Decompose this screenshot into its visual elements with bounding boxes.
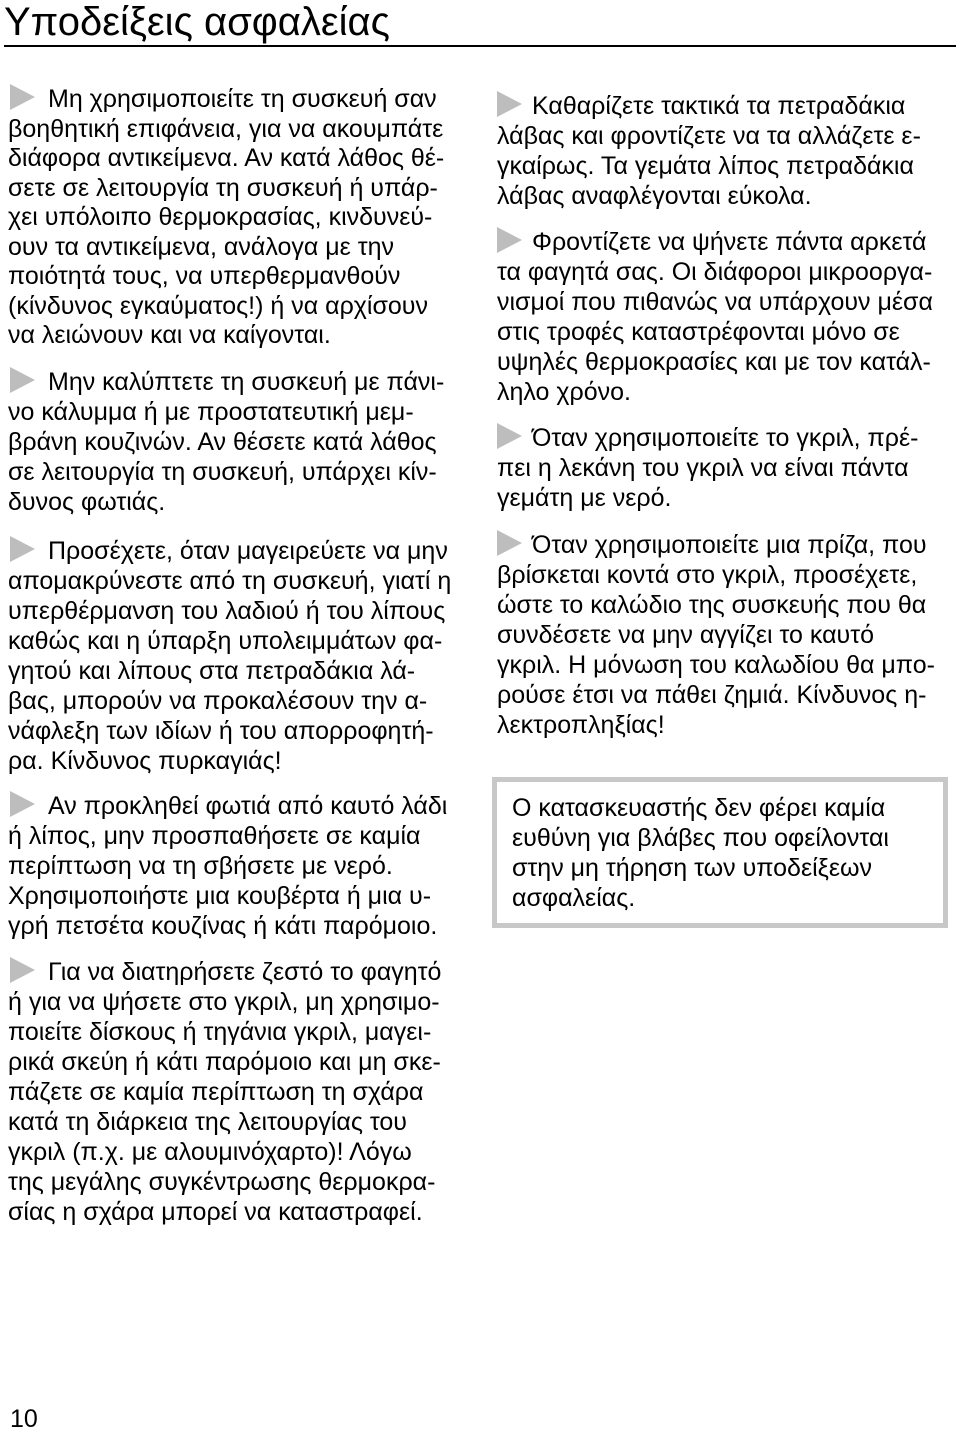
text-line: διάφορα αντικείμενα. Αν κατά λάθος θέ-	[8, 144, 445, 172]
text-line: απομακρύνεστε από τη συσκευή, γιατί η	[8, 567, 452, 595]
text-line: της μεγάλης συγκέντρωσης θερμοκρα-	[8, 1168, 436, 1196]
text-line: στις τροφές καταστρέφονται μόνο σε	[497, 318, 900, 346]
safety-instruction	[497, 227, 949, 407]
manufacturer-notice-box	[492, 777, 948, 928]
text-line: νο κάλυμμα ή με προστατευτική μεμ-	[8, 398, 414, 426]
text-line: λάβας και φροντίζετε να τα αλλάζετε ε-	[497, 122, 921, 150]
text-line-content: Φροντίζετε να ψήνετε πάντα αρκετά	[532, 228, 927, 256]
safety-instruction	[8, 957, 460, 1227]
triangle-bullet-icon	[497, 227, 522, 253]
triangle-bullet-icon	[10, 957, 35, 983]
text-line: πει η λεκάνη του γκριλ να είναι πάντα	[497, 454, 909, 482]
text-line: υψηλές θερμοκρασίες και με τον κατάλ-	[497, 348, 931, 376]
text-line: ευθύνη για βλάβες που οφείλονται	[512, 824, 889, 852]
triangle-bullet-icon	[10, 791, 35, 817]
text-line: γεμάτη με νερό.	[497, 484, 672, 512]
text-line: ή λίπος, μην προσπαθήσετε σε καμία	[8, 822, 421, 850]
text-line: χει υπόλοιπο θερμοκρασίας, κινδυνεύ-	[8, 203, 433, 231]
text-line-content: Όταν χρησιμοποιείτε το γκριλ, πρέ-	[532, 424, 919, 452]
text-line: ρούσε έτσι να πάθει ζημιά. Κίνδυνος η-	[497, 681, 927, 709]
text-line: συνδέσετε να μην αγγίζει το καυτό	[497, 621, 875, 649]
text-line: ληλο χρόνο.	[497, 378, 631, 406]
text-line: λεκτροπληξίας!	[497, 711, 665, 739]
text-line: ρα. Κίνδυνος πυρκαγιάς!	[8, 747, 282, 775]
triangle-bullet-icon	[497, 423, 522, 449]
triangle-bullet-icon	[497, 530, 522, 556]
text-line: λάβας αναφλέγονται εύκολα.	[497, 182, 812, 210]
safety-instruction	[8, 85, 460, 351]
text-line: τα φαγητά σας. Οι διάφοροι μικροοργα-	[497, 258, 933, 286]
page-title: Υποδείξεις ασφαλείας	[4, 0, 390, 44]
triangle-bullet-icon	[10, 536, 35, 562]
triangle-bullet-icon	[10, 367, 35, 393]
text-line: σε λειτουργία τη συσκευή, υπάρχει κίν-	[8, 458, 437, 486]
text-line: βρίσκεται κοντά στο γκριλ, προσέχετε,	[497, 561, 918, 589]
text-line-content: Για να διατηρήσετε ζεστό το φαγητό	[48, 958, 442, 986]
text-line: δυνος φωτιάς.	[8, 488, 166, 516]
safety-instruction	[8, 536, 460, 776]
text-line	[497, 423, 949, 453]
text-line: ποιότητά τους, να υπερθερμανθούν	[8, 262, 401, 290]
text-line: νάφλεξη των ιδίων ή του απορροφητή-	[8, 717, 434, 745]
text-line	[497, 227, 949, 257]
text-line: Ο κατασκευαστής δεν φέρει καμία	[512, 794, 886, 822]
title-divider	[4, 45, 956, 47]
text-line	[8, 957, 460, 987]
text-line: ασφαλείας.	[512, 884, 636, 912]
text-line: ή για να ψήσετε στο γκριλ, μη χρησιμο-	[8, 988, 440, 1016]
text-line: κατά τη διάρκεια της λειτουργίας του	[8, 1108, 407, 1136]
triangle-bullet-icon	[497, 91, 522, 117]
text-line: ώστε το καλώδιο της συσκευής που θα	[497, 591, 927, 619]
text-line-content: Μη χρησιμοποιείτε τη συσκευή σαν	[48, 85, 437, 113]
text-line-content: Όταν χρησιμοποιείτε μια πρίζα, που	[532, 531, 927, 559]
safety-instruction	[497, 423, 949, 513]
text-line: γκαίρως. Τα γεμάτα λίπος πετραδάκια	[497, 152, 914, 180]
text-line: γκριλ. Η μόνωση του καλωδίου θα μπο-	[497, 651, 935, 679]
text-line: να λειώνουν και να καίγονται.	[8, 321, 331, 349]
text-line: νισμοί που πιθανώς να υπάρχουν μέσα	[497, 288, 933, 316]
text-line-content: Αν προκληθεί φωτιά από καυτό λάδι	[48, 792, 448, 820]
text-line: γρή πετσέτα κουζίνας ή κάτι παρόμοιο.	[8, 912, 438, 940]
text-line: σίας η σχάρα μπορεί να καταστραφεί.	[8, 1198, 423, 1226]
text-line-content: Προσέχετε, όταν μαγειρεύετε να μην	[48, 537, 448, 565]
text-line	[8, 791, 460, 821]
text-line: στην μη τήρηση των υποδείξεων	[512, 854, 873, 882]
text-line	[8, 536, 460, 566]
text-line	[8, 85, 460, 115]
text-line: γκριλ (π.χ. με αλουμινόχαρτο)! Λόγω	[8, 1138, 412, 1166]
text-line: ποιείτε δίσκους ή τηγάνια γκριλ, μαγει-	[8, 1018, 432, 1046]
text-line: καθώς και η ύπαρξη υπολειμμάτων φα-	[8, 627, 443, 655]
text-line	[497, 91, 949, 121]
text-line: ουν τα αντικείμενα, ανάλογα με την	[8, 232, 395, 261]
text-line	[497, 530, 949, 560]
triangle-bullet-icon	[10, 84, 35, 110]
safety-instruction	[497, 91, 949, 211]
page-number: 10	[10, 1405, 38, 1433]
safety-instruction	[8, 791, 460, 941]
text-line-content: Καθαρίζετε τακτικά τα πετραδάκια	[532, 92, 906, 120]
text-line: πάζετε σε καμία περίπτωση τη σχάρα	[8, 1078, 424, 1106]
text-line: βοηθητική επιφάνεια, για να ακουμπάτε	[8, 114, 444, 143]
text-line: περίπτωση να τη σβήσετε με νερό.	[8, 852, 393, 880]
text-line: (κίνδυνος εγκαύματος!) ή να αρχίσουν	[8, 291, 428, 320]
text-line: υπερθέρμανση του λαδιού ή του λίπους	[8, 597, 446, 625]
text-line-content: Μην καλύπτετε τη συσκευή με πάνι-	[48, 368, 445, 396]
text-line: βράνη κουζινών. Αν θέσετε κατά λάθος	[8, 428, 437, 456]
text-line: σετε σε λειτουργία τη συσκευή ή υπάρ-	[8, 173, 438, 202]
text-line: ρικά σκεύη ή κάτι παρόμοιο και μη σκε-	[8, 1048, 441, 1076]
safety-instruction	[8, 367, 460, 517]
text-line	[8, 367, 460, 397]
text-line: Χρησιμοποιήστε μια κουβέρτα ή μια υ-	[8, 882, 432, 910]
text-line: γητού και λίπους στα πετραδάκια λά-	[8, 657, 416, 685]
safety-instruction	[497, 530, 949, 740]
text-line: βας, μπορούν να προκαλέσουν την α-	[8, 687, 428, 715]
